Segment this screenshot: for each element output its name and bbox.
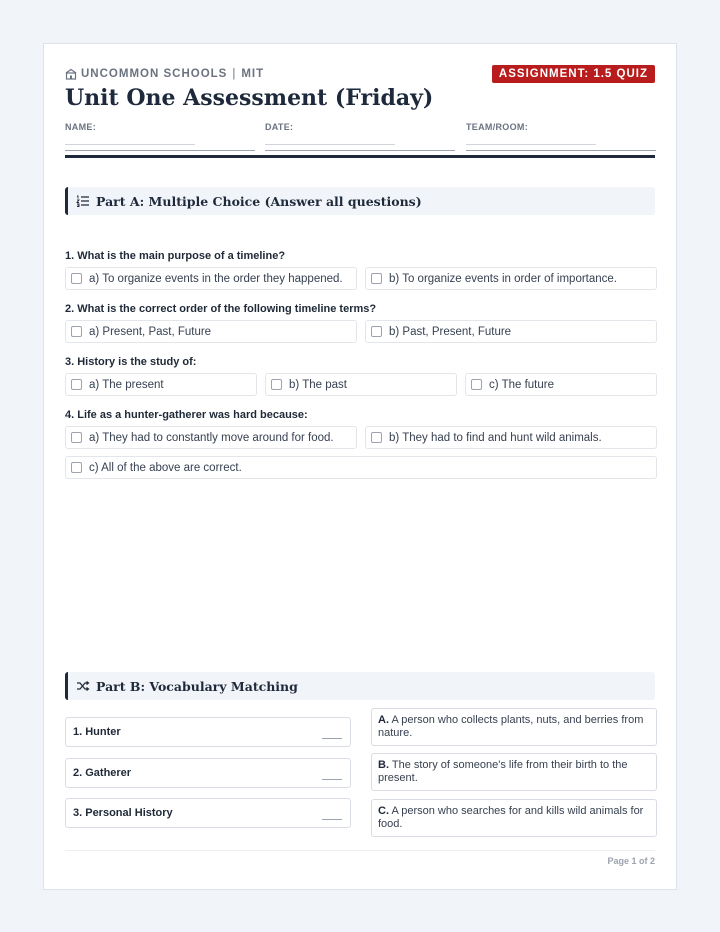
brand-name: UNCOMMON SCHOOLS <box>81 68 228 80</box>
option-label: b) Past, Present, Future <box>389 325 512 338</box>
shuffle-icon <box>76 680 90 692</box>
term-personal-history <box>65 798 351 828</box>
option-label: a) Present, Past, Future <box>89 325 212 338</box>
term-gatherer <box>65 758 351 788</box>
brand-sub: MIT <box>241 68 265 80</box>
brand-separator: | <box>232 68 237 80</box>
option-label: c) The future <box>489 378 554 391</box>
checkbox[interactable] <box>71 326 82 337</box>
option-label: a) The present <box>89 378 164 391</box>
answer-blank[interactable] <box>322 819 342 820</box>
option-4a[interactable] <box>65 426 357 449</box>
checkbox[interactable] <box>471 379 482 390</box>
date-field[interactable] <box>265 122 455 152</box>
assignment-badge: ASSIGNMENT: 1.5 QUIZ <box>492 65 655 83</box>
option-label: c) All of the above are correct. <box>89 461 242 474</box>
option-1a[interactable] <box>65 267 357 290</box>
part-a-title: Part A: Multiple Choice (Answer all questions) <box>96 193 422 209</box>
checkbox[interactable] <box>271 379 282 390</box>
student-info-fields <box>65 122 655 152</box>
answer-blank[interactable] <box>322 738 342 739</box>
brand <box>65 68 264 80</box>
option-label: b) The past <box>289 378 347 391</box>
list-ordered-icon <box>76 195 90 207</box>
part-a-header <box>65 187 655 215</box>
definition-b <box>371 753 657 791</box>
option-label: b) They had to find and hunt wild animals. <box>389 431 602 444</box>
option-label: b) To organize events in order of importance. <box>389 272 617 285</box>
part-b-title: Part B: Vocabulary Matching <box>96 678 298 694</box>
school-icon <box>65 68 77 80</box>
term-label: 1. Hunter <box>73 726 121 738</box>
definition-letter: B. <box>378 759 389 771</box>
definition-letter: A. <box>378 714 389 726</box>
option-2a[interactable] <box>65 320 357 343</box>
checkbox[interactable] <box>71 379 82 390</box>
option-1b[interactable] <box>365 267 657 290</box>
term-hunter <box>65 717 351 747</box>
term-label: 2. Gatherer <box>73 767 132 779</box>
option-2b[interactable] <box>365 320 657 343</box>
option-3c[interactable] <box>465 373 657 396</box>
definition-text: A person who collects plants, nuts, and berries from nature. <box>378 714 644 739</box>
definition-c <box>371 799 657 837</box>
term-label: 3. Personal History <box>73 807 173 819</box>
question-2: 2. What is the correct order of the following timeline terms? <box>65 303 377 315</box>
name-field[interactable] <box>65 122 255 152</box>
option-label: a) They had to constantly move around for food. <box>89 431 334 444</box>
question-1: 1. What is the main purpose of a timeline? <box>65 250 286 262</box>
definition-letter: C. <box>378 805 389 817</box>
definition-text: A person who searches for and kills wild animals for food. <box>378 805 644 830</box>
date-label: DATE: <box>265 122 294 132</box>
option-3b[interactable] <box>265 373 457 396</box>
checkbox[interactable] <box>71 462 82 473</box>
page-title: Unit One Assessment (Friday) <box>65 85 434 111</box>
answer-blank[interactable] <box>322 779 342 780</box>
definition-a <box>371 708 657 746</box>
option-label: a) To organize events in the order they happened. <box>89 272 343 285</box>
name-label: NAME: <box>65 122 96 132</box>
option-3a[interactable] <box>65 373 257 396</box>
checkbox[interactable] <box>371 432 382 443</box>
team-room-field[interactable] <box>466 122 656 152</box>
option-4c[interactable] <box>65 456 657 479</box>
checkbox[interactable] <box>71 432 82 443</box>
worksheet-page <box>43 43 677 890</box>
option-4b[interactable] <box>365 426 657 449</box>
header-divider <box>65 155 655 158</box>
checkbox[interactable] <box>371 273 382 284</box>
checkbox[interactable] <box>71 273 82 284</box>
page-number: Page 1 of 2 <box>607 856 655 866</box>
team-room-label: TEAM/ROOM: <box>466 122 528 132</box>
part-b-header <box>65 672 655 700</box>
question-4: 4. Life as a hunter-gatherer was hard because: <box>65 409 308 421</box>
question-3: 3. History is the study of: <box>65 356 197 368</box>
checkbox[interactable] <box>371 326 382 337</box>
definition-text: The story of someone's life from their birth to the present. <box>378 759 628 784</box>
footer-divider <box>65 850 655 851</box>
